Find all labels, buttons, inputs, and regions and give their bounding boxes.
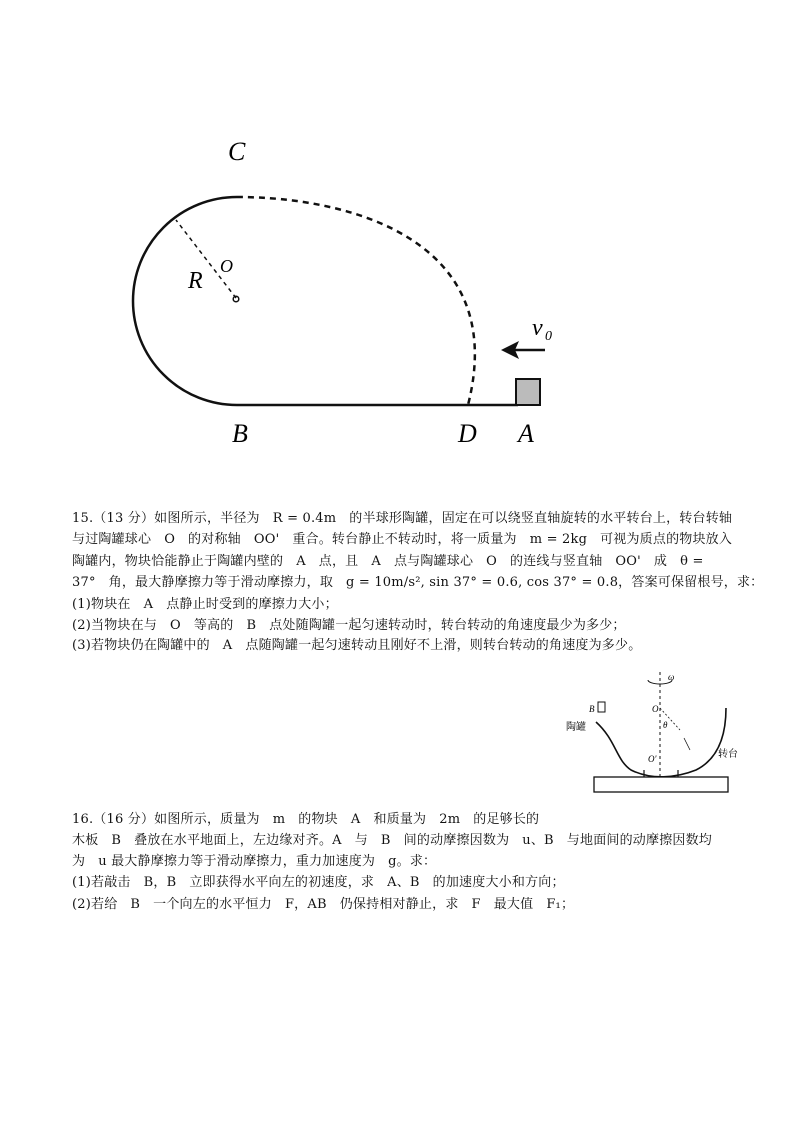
label-v: v (532, 315, 543, 341)
label-v-sub: 0 (545, 329, 552, 344)
label-omega: ω (668, 672, 675, 682)
label-B2: B (589, 704, 595, 714)
label-O: O (220, 256, 233, 276)
track-figure (110, 130, 570, 460)
p16-q1: (1)若敲击 B，B 立即获得水平向左的初速度，求 A、B 的加速度大小和方向； (72, 875, 565, 890)
p15-q1: (1)物块在 A 点静止时受到的摩擦力大小； (72, 597, 338, 612)
p15-line2: 与过陶罐球心 O 的对称轴 OO' 重合。转台静止不转动时，将一质量为 m = 2kg 可视为质点的物块放入 (72, 532, 733, 547)
p15-q2: (2)当物块在与 O 等高的 B 点处随陶罐一起匀速转动时，转台转动的角速度最少为多少； (72, 618, 626, 633)
p16-q2: (2)若给 B 一个向左的水平恒力 F，AB 仍保持相对静止，求 F 最大值 F₁； (72, 897, 575, 912)
p15-q3: (3)若物块仍在陶罐中的 A 点随陶罐一起匀速转动且刚好不上滑，则转台转动的角速度为多少。 (72, 638, 642, 653)
semicircle-track (133, 197, 237, 405)
p15-line4: 37° 角，最大静摩擦力等于滑动摩擦力，取 g = 10m/s², sin 37° = 0.6, cos 37° = 0.8，答案可保留根号，求： (72, 575, 764, 590)
label-taoguan: 陶罐 (566, 722, 586, 733)
p15-line3: 陶罐内，物块恰能静止于陶罐内壁的 A 点，且 A 点与陶罐球心 O 的连线与竖直轴 OO' 成 θ = (72, 554, 704, 569)
label-O2: O (652, 704, 659, 714)
bowl-figure (556, 670, 746, 800)
label-R: R (188, 268, 203, 294)
bowl (596, 708, 726, 777)
label-D: D (458, 419, 477, 448)
turntable (594, 777, 728, 792)
p16-line3: 为 u 最大静摩擦力等于滑动摩擦力，重力加速度为 g。求： (72, 854, 437, 869)
label-B: B (232, 419, 248, 448)
label-theta: θ (663, 720, 668, 730)
block-A (516, 379, 540, 405)
p16-line2: 木板 B 叠放在水平地面上，左边缘对齐。A 与 B 间的动摩擦因数为 u、B 与地面间的动摩擦因数均 (72, 833, 712, 848)
label-C: C (228, 137, 246, 166)
block-B (598, 702, 605, 712)
label-A: A (518, 419, 534, 448)
p15-line1: 15.（13 分）如图所示，半径为 R = 0.4m 的半球形陶罐，固定在可以绕竖直轴旋转的水平转台上，转台转轴 (72, 511, 733, 526)
dashed-trajectory (237, 197, 475, 405)
label-Oprime: O' (648, 754, 657, 764)
p16-line1: 16.（16 分）如图所示，质量为 m 的物块 A 和质量为 2m 的足够长的 (72, 812, 540, 827)
arc-marker (684, 738, 690, 750)
label-zhuantai: 转台 (718, 749, 738, 760)
